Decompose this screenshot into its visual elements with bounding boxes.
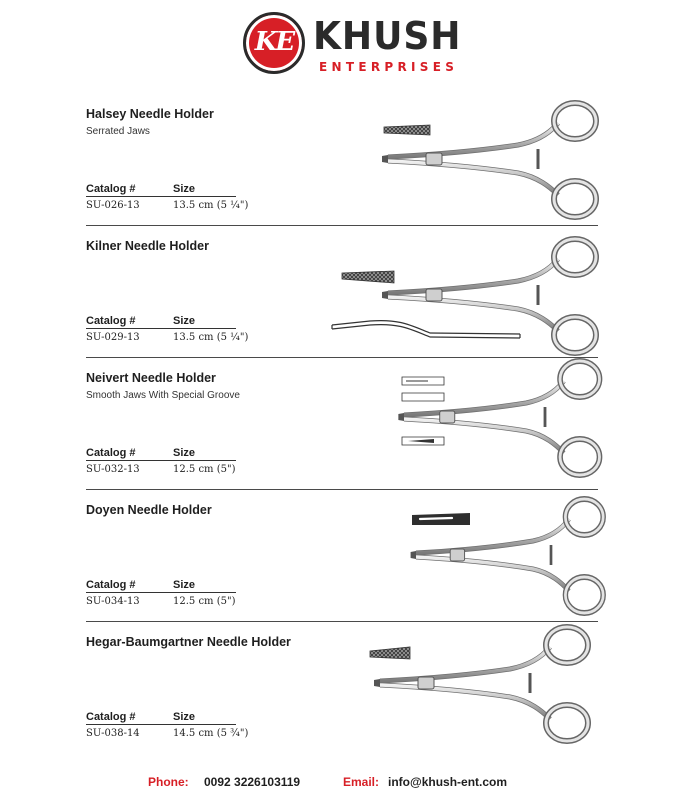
needle-holder-doyen-icon — [408, 497, 608, 615]
product-title: Halsey Needle Holder — [86, 107, 214, 121]
catalog-header: Catalog # — [86, 315, 136, 327]
catalog-number: SU-034-13 — [86, 596, 140, 607]
product-size: 12.5 cm (5") — [173, 464, 236, 475]
phone-label: Phone: — [148, 775, 189, 789]
catalog-header: Catalog # — [86, 183, 136, 195]
product-section-neivert — [0, 371, 689, 503]
catalog-number: SU-026-13 — [86, 200, 140, 211]
phone-number[interactable]: 0092 3226103119 — [204, 775, 301, 789]
email-address[interactable]: info@khush-ent.com — [388, 775, 508, 789]
product-subtitle: Serrated Jaws — [86, 126, 150, 137]
section-divider — [86, 621, 598, 622]
product-subtitle: Smooth Jaws With Special Groove — [86, 390, 240, 401]
catalog-number: SU-038-14 — [86, 728, 140, 739]
catalog-number: SU-029-13 — [86, 332, 140, 343]
needle-holder-hegar-icon — [368, 629, 608, 747]
product-section-hegar — [0, 635, 689, 767]
product-title: Kilner Needle Holder — [86, 239, 209, 253]
needle-holder-curved-icon — [330, 233, 610, 355]
contact-footer — [0, 775, 689, 791]
product-section-halsey — [0, 107, 689, 239]
catalog-header: Catalog # — [86, 447, 136, 459]
logo-initials: KE — [254, 27, 294, 57]
table-rule — [86, 724, 236, 725]
section-divider — [86, 357, 598, 358]
product-section-doyen — [0, 503, 689, 635]
section-divider — [86, 225, 598, 226]
table-rule — [86, 592, 236, 593]
catalog-header: Catalog # — [86, 711, 136, 723]
table-rule — [86, 460, 236, 461]
product-size: 13.5 cm (5 ¼") — [173, 332, 249, 343]
catalog-number: SU-032-13 — [86, 464, 140, 475]
product-title: Neivert Needle Holder — [86, 371, 216, 385]
size-header: Size — [173, 711, 196, 723]
size-header: Size — [173, 315, 196, 327]
size-header: Size — [173, 183, 196, 195]
needle-holder-straight-icon — [380, 103, 610, 221]
product-size: 12.5 cm (5") — [173, 596, 236, 607]
catalog-header: Catalog # — [86, 579, 136, 591]
section-divider — [86, 489, 598, 490]
product-size: 14.5 cm (5 ¾") — [173, 728, 249, 739]
brand-name: KHUSH — [313, 14, 462, 58]
size-header: Size — [173, 579, 196, 591]
table-rule — [86, 328, 236, 329]
needle-holder-grooved-icon — [398, 367, 610, 485]
product-size: 13.5 cm (5 ¼") — [173, 200, 249, 211]
product-title: Hegar-Baumgartner Needle Holder — [86, 635, 291, 649]
brand-logo — [243, 10, 462, 78]
product-title: Doyen Needle Holder — [86, 503, 212, 517]
size-header: Size — [173, 447, 196, 459]
table-rule — [86, 196, 236, 197]
product-section-kilner — [0, 239, 689, 371]
brand-subtitle: ENTERPRISES — [319, 60, 459, 74]
logo-emblem — [243, 12, 305, 74]
email-label: Email: — [343, 775, 380, 789]
